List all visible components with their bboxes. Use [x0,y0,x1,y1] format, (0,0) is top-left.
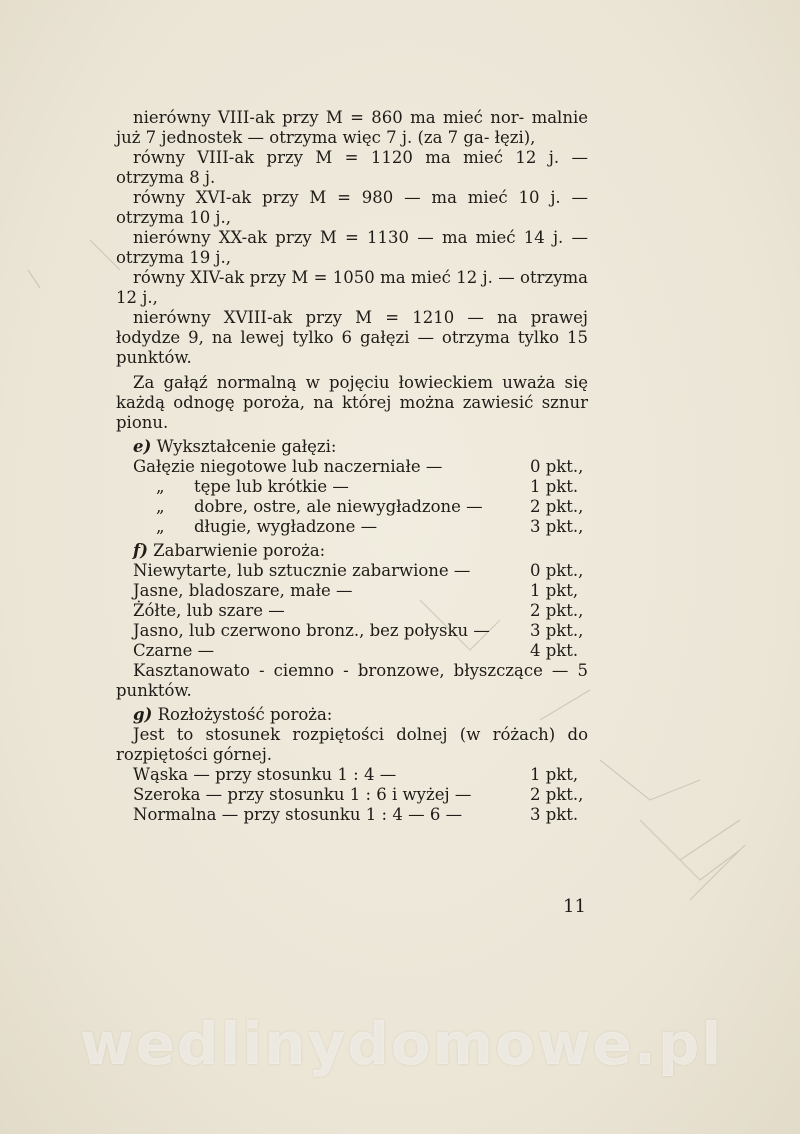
paragraph: nierówny XX-ak przy M = 1130 — ma mieć 14 j. — otrzyma 19 j., [116,228,588,267]
score-label: tępe lub krótkie — [194,477,349,496]
score-points: 1 pkt. [530,477,579,496]
score-label: Żółte, lub szare — [133,601,285,620]
page-text [116,108,588,825]
score-points: 3 pkt., [530,517,584,536]
section-letter: e) [133,437,152,456]
section-f-closing: Kasztanowato - ciemno - bronzowe, błyszczące — 5 punktów. [116,661,588,700]
watermark: wedlinydomowe.pl [80,1010,724,1078]
score-row [133,581,588,601]
score-points: 0 pkt., [530,561,584,580]
ditto-mark: „ [156,497,165,516]
score-label: Wąska — przy stosunku 1 : 4 — [133,765,397,784]
score-label: Gałęzie niegotowe lub naczerniałe — [133,457,443,476]
ditto-mark: „ [156,477,165,496]
score-points: 2 pkt., [530,785,584,804]
score-label: Niewytarte, lub sztucznie zabarwione — [133,561,471,580]
score-points: 0 pkt., [530,457,584,476]
paragraph: równy XIV-ak przy M = 1050 ma mieć 12 j. — otrzyma 12 j., [116,268,588,307]
section-letter: f) [133,541,148,560]
ditto-mark: „ [156,517,165,536]
page-number: 11 [563,896,586,917]
score-row [133,601,588,621]
score-row [133,765,588,785]
score-row [156,497,588,517]
score-points: 4 pkt. [530,641,579,660]
score-points: 1 pkt, [530,765,579,784]
section-title: Zabarwienie poroża: [153,541,326,560]
score-row [156,517,588,537]
score-points: 3 pkt. [530,805,579,824]
section-g-intro: Jest to stosunek rozpiętości dolnej (w różach) do rozpiętości górnej. [116,725,588,764]
score-row [133,457,588,477]
section-e-heading [133,437,588,457]
paragraph: nierówny XVIII-ak przy M = 1210 — na prawej łodydze 9, na lewej tylko 6 gałęzi — otrzyma tylko 15 punktów. [116,308,588,367]
normal-branch-definition: Za gałąź normalną w pojęciu łowieckiem uważa się każdą odnogę poroża, na której można zawiesić sznur pionu. [116,373,588,432]
score-row [133,641,588,661]
score-row [133,805,588,825]
score-points: 2 pkt., [530,497,584,516]
score-label: Czarne — [133,641,215,660]
score-row [133,785,588,805]
section-f-heading [133,541,588,561]
paragraph: nierówny VIII-ak przy M = 860 ma mieć nor- malnie już 7 jednostek — otrzyma więc 7 j. (za 7 ga- łęzi), [116,108,588,147]
section-letter: g) [133,705,153,724]
score-label: dobre, ostre, ale niewygładzone — [194,497,483,516]
score-label: Jasno, lub czerwono bronz., bez połysku — [133,621,490,640]
score-row [133,561,588,581]
score-label: Jasne, bladoszare, małe — [133,581,353,600]
score-points: 3 pkt., [530,621,584,640]
section-title: Rozłożystość poroża: [157,705,333,724]
score-points: 1 pkt, [530,581,579,600]
score-label: długie, wygładzone — [194,517,378,536]
score-label: Normalna — przy stosunku 1 : 4 — 6 — [133,805,463,824]
paragraph: równy VIII-ak przy M = 1120 ma mieć 12 j. — otrzyma 8 j. [116,148,588,187]
score-row [156,477,588,497]
paragraph: równy XVI-ak przy M = 980 — ma mieć 10 j. — otrzyma 10 j., [116,188,588,227]
score-points: 2 pkt., [530,601,584,620]
score-row [133,621,588,641]
section-title: Wykształcenie gałęzi: [156,437,337,456]
score-label: Szeroka — przy stosunku 1 : 6 i wyżej — [133,785,472,804]
section-g-heading [133,705,588,725]
